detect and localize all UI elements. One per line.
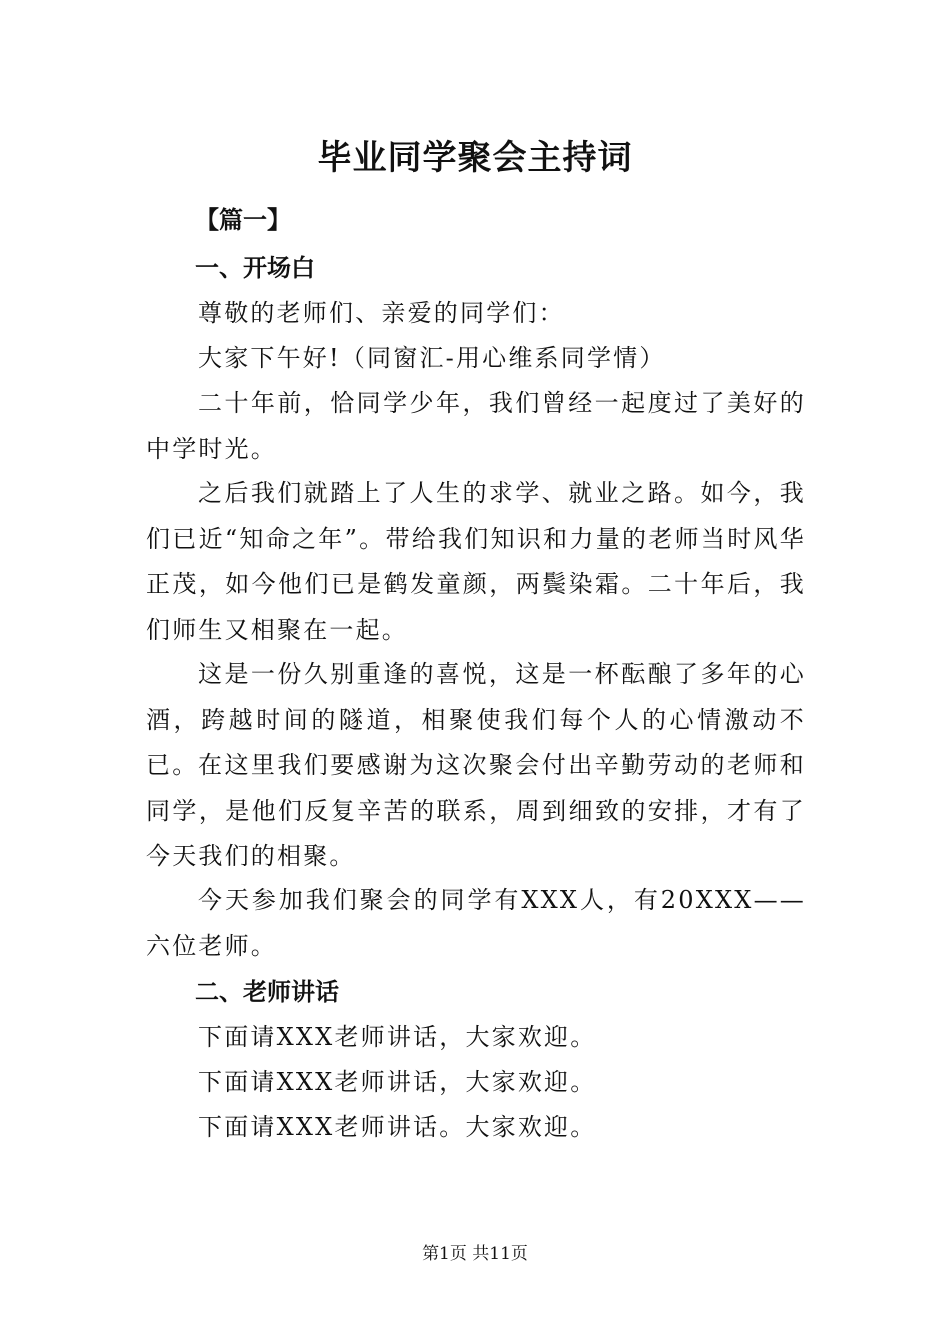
paragraph: 今天参加我们聚会的同学有XXX人，有20XXX——六位老师。 xyxy=(146,886,806,960)
paragraph: 大家下午好!（同窗汇-用心维系同学情） xyxy=(198,344,666,372)
document-title: 毕业同学聚会主持词 xyxy=(317,138,633,178)
paragraph: 在这里我们要感谢为这次聚会付出辛勤劳动的老师和同学，是他们反复辛苦的联系，周到细致的安排，才有了今天我们的相聚。 xyxy=(146,751,806,870)
paragraph: 下面请XXX老师讲话。大家欢迎。 xyxy=(198,1113,597,1141)
paragraph: 尊敬的老师们、亲爱的同学们： xyxy=(198,299,565,327)
paragraph: 这是一份久别重逢的喜悦，这是一杯酝酿了多年的心酒，跨越时间的隧道，相聚使我们每个人的心情激动不已。 xyxy=(146,660,806,779)
page-footer: 第1页 共11页 xyxy=(422,1244,528,1264)
section-heading-teacher-speech: 二、老师讲话 xyxy=(195,978,339,1006)
paragraph: 之后我们就踏上了人生的求学、就业之路。如今，我们已近“知命之年”。带给我们知识和力量的老师当时风华正茂，如今他们已是鹤发童颜，两鬓染霜。二十年后，我们师生又相聚在一起。 xyxy=(146,479,806,644)
paragraph: 二十年前，恰同学少年，我们曾经一起度过了美好的中学时光。 xyxy=(146,389,806,463)
paragraph: 下面请XXX老师讲话，大家欢迎。 xyxy=(198,1023,597,1051)
section-heading-opening: 一、开场白 xyxy=(195,254,315,282)
part-label: 【篇一】 xyxy=(195,206,291,234)
paragraph: 下面请XXX老师讲话，大家欢迎。 xyxy=(198,1068,597,1096)
